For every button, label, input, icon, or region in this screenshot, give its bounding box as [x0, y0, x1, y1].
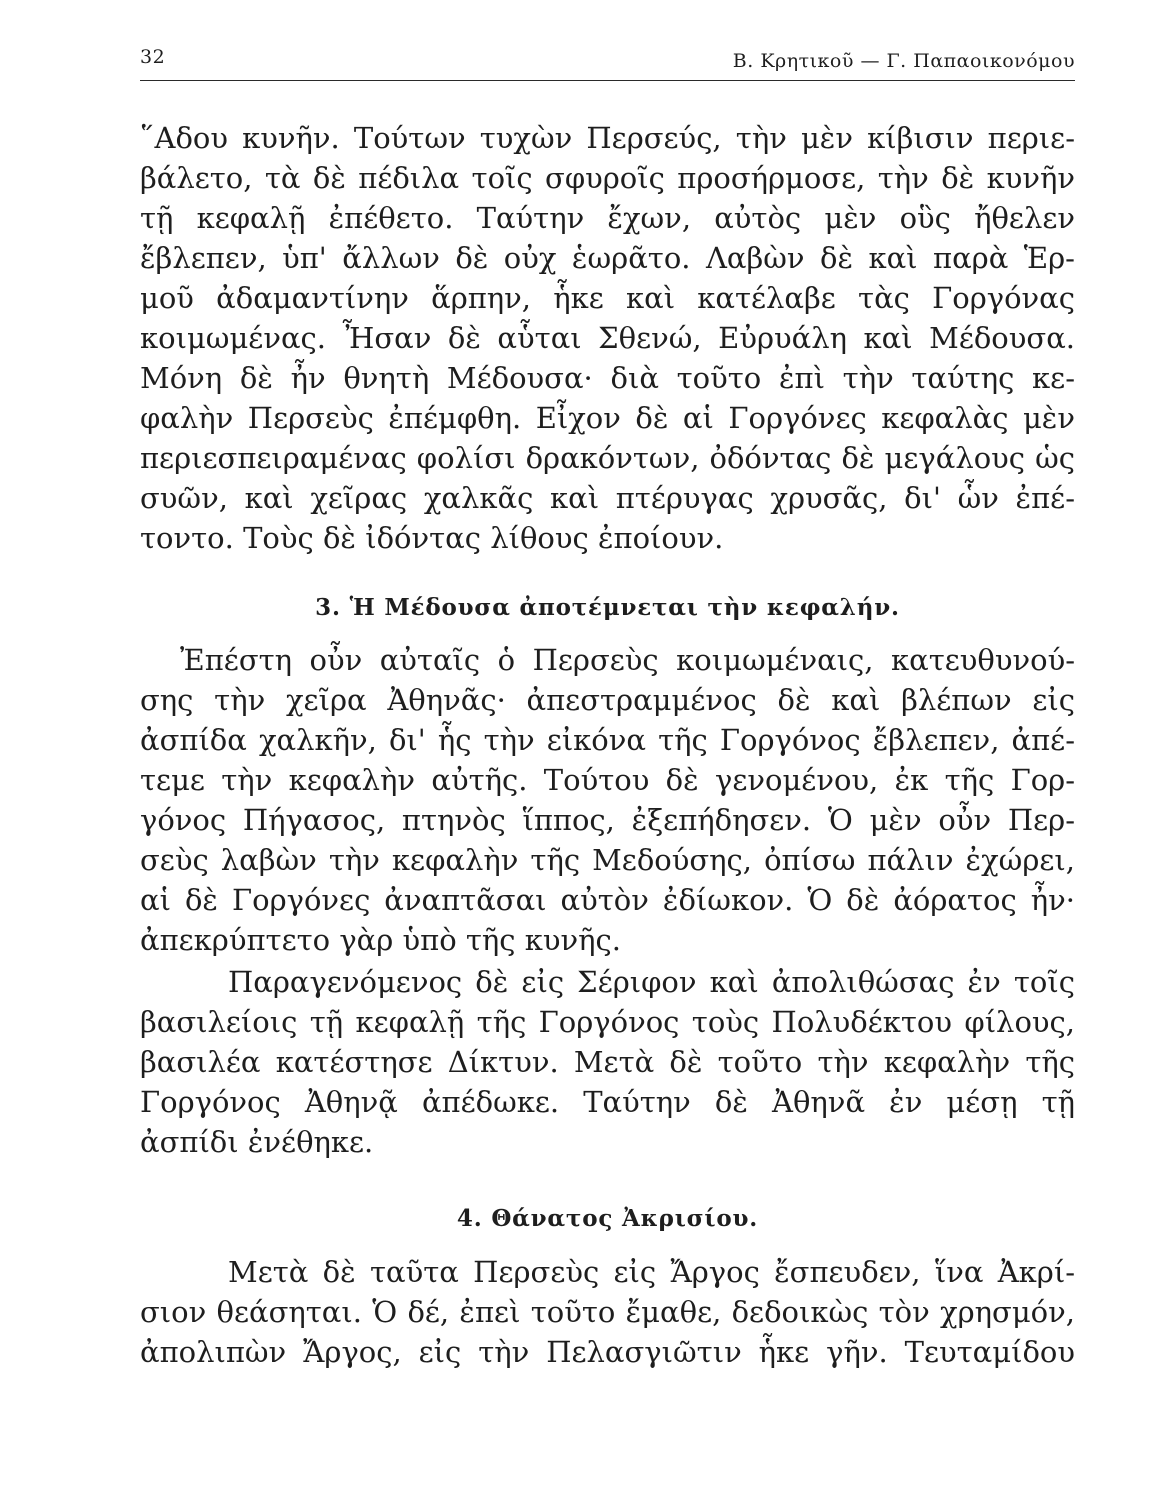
- text-line: Παραγενόμενος δὲ εἰς Σέριφον καὶ ἀπολιθώσας ἐν τοῖς: [228, 965, 1075, 999]
- running-title: Β. Κρητικοῦ — Γ. Παπαοικονόμου: [732, 50, 1075, 72]
- text-line: μοῦ ἀδαμαντίνην ἅρπην, ἧκε καὶ κατέλαβε τὰς Γοργόνας: [140, 281, 1075, 315]
- text-line: σεὺς λαβὼν τὴν κεφαλὴν τῆς Μεδούσης, ὀπίσω πάλιν ἐχώρει,: [140, 843, 1075, 877]
- text-line: Μόνη δὲ ἦν θνητὴ Μέδουσα· διὰ τοῦτο ἐπὶ τὴν ταύτης κε-: [140, 361, 1075, 395]
- paragraph-1: [140, 118, 1075, 558]
- text-line: ἀσπίδα χαλκῆν, δι' ἧς τὴν εἰκόνα τῆς Γοργόνος ἔβλεπεν, ἀπέ-: [140, 723, 1075, 757]
- text-line: αἱ δὲ Γοργόνες ἀναπτᾶσαι αὐτὸν ἐδίωκον. Ὁ δὲ ἀόρατος ἦν·: [140, 883, 1075, 917]
- text-line: ῞Αδου κυνῆν. Τούτων τυχὼν Περσεύς, τὴν μὲν κίβισιν περιε-: [140, 121, 1075, 155]
- text-line: Γοργόνος Ἀθηνᾷ ἀπέδωκε. Ταύτην δὲ Ἀθηνᾶ ἐν μέσῃ τῇ: [140, 1085, 1075, 1119]
- section-3-paragraph-a: [140, 640, 1075, 960]
- text-line: γόνος Πήγασος, πτηνὸς ἵππος, ἐξεπήδησεν. Ὁ μὲν οὖν Περ-: [140, 803, 1075, 837]
- text-line: τεμε τὴν κεφαλὴν αὐτῆς. Τούτου δὲ γενομένου, ἐκ τῆς Γορ-: [140, 763, 1075, 797]
- section-4-paragraph: [140, 1252, 1075, 1372]
- section-3-heading: 3. Ἡ Μέδουσα ἀποτέμνεται τὴν κεφαλήν.: [315, 594, 900, 621]
- text-line: τῇ κεφαλῇ ἐπέθετο. Ταύτην ἔχων, αὐτὸς μὲν οὓς ἤθελεν: [140, 201, 1075, 235]
- text-line: κοιμωμένας. Ἦσαν δὲ αὗται Σθενώ, Εὐρυάλη καὶ Μέδουσα.: [140, 321, 1075, 355]
- running-header: [140, 44, 1075, 81]
- text-line: περιεσπειραμένας φολίσι δρακόντων, ὀδόντας δὲ μεγάλους ὡς: [140, 441, 1075, 475]
- text-line: τοντο. Τοὺς δὲ ἰδόντας λίθους ἐποίουν.: [140, 521, 724, 555]
- section-3-paragraph-b: [140, 962, 1075, 1162]
- section-4-heading: 4. Θάνατος Ἀκρισίου.: [456, 1205, 759, 1232]
- text-line: Μετὰ δὲ ταῦτα Περσεὺς εἰς Ἄργος ἔσπευδεν, ἵνα Ἀκρί-: [228, 1255, 1075, 1289]
- text-line: ἀπεκρύπτετο γὰρ ὑπὸ τῆς κυνῆς.: [140, 923, 621, 957]
- text-line: Ἐπέστη οὖν αὐταῖς ὁ Περσεὺς κοιμωμέναις, κατευθυνού-: [180, 643, 1075, 677]
- text-line: βάλετο, τὰ δὲ πέδιλα τοῖς σφυροῖς προσήρμοσε, τὴν δὲ κυνῆν: [140, 161, 1075, 195]
- text-line: σης τὴν χεῖρα Ἀθηνᾶς· ἀπεστραμμένος δὲ καὶ βλέπων εἰς: [140, 683, 1075, 717]
- text-line: ἀσπίδι ἐνέθηκε.: [140, 1125, 374, 1159]
- text-line: συῶν, καὶ χεῖρας χαλκᾶς καὶ πτέρυγας χρυσᾶς, δι' ὧν ἐπέ-: [140, 481, 1075, 515]
- text-line: ἔβλεπεν, ὑπ' ἄλλων δὲ οὐχ ἑωρᾶτο. Λαβὼν δὲ καὶ παρὰ Ἑρ-: [140, 241, 1075, 275]
- page-number: 32: [140, 46, 166, 68]
- text-line: σιον θεάσηται. Ὁ δέ, ἐπεὶ τοῦτο ἔμαθε, δεδοικὼς τὸν χρησμόν,: [140, 1295, 1075, 1329]
- text-line: βασιλείοις τῇ κεφαλῇ τῆς Γοργόνος τοὺς Πολυδέκτου φίλους,: [140, 1005, 1075, 1039]
- text-line: φαλὴν Περσεὺς ἐπέμφθη. Εἶχον δὲ αἱ Γοργόνες κεφαλὰς μὲν: [140, 401, 1075, 435]
- text-line: ἀπολιπὼν Ἄργος, εἰς τὴν Πελασγιῶτιν ἧκε γῆν. Τευταμίδου: [140, 1335, 1075, 1369]
- text-line: βασιλέα κατέστησε Δίκτυν. Μετὰ δὲ τοῦτο τὴν κεφαλὴν τῆς: [140, 1045, 1075, 1079]
